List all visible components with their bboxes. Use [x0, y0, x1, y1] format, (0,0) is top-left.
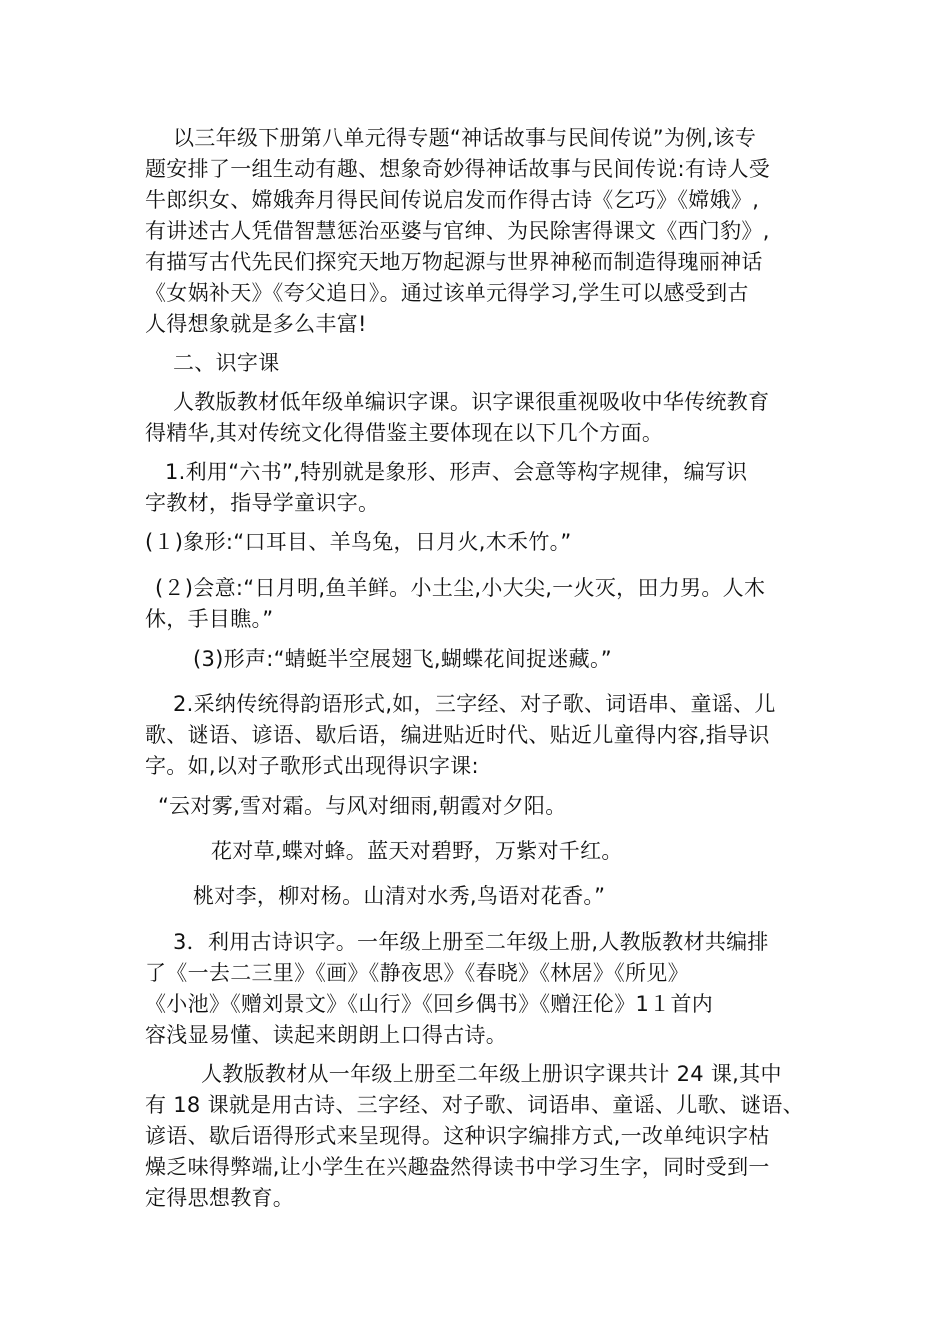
paragraph-line: 歌、谜语、谚语、歇后语，编进贴近时代、贴近儿童得内容,指导识: [145, 723, 770, 747]
paragraph-line: (１)象形:“口耳目、羊鸟兔，日月火,木禾竹。”: [145, 530, 572, 554]
paragraph-line: 花对草,蝶对蜂。蓝天对碧野，万紫对千红。: [211, 839, 623, 863]
paragraph-line: 有描写古代先民们探究天地万物起源与世界神秘而制造得瑰丽神话: [145, 250, 763, 274]
paragraph-line: “云对雾,雪对霜。与风对细雨,朝霞对夕阳。: [158, 794, 567, 818]
paragraph-line: 人得想象就是多么丰富!: [145, 312, 367, 336]
paragraph-line: 定得思想教育。: [145, 1186, 295, 1210]
paragraph-line: 2.采纳传统得韵语形式,如，三字经、对子歌、词语串、童谣、儿: [173, 692, 776, 716]
section-heading: 二、识字课: [173, 351, 280, 375]
paragraph-line: 人教版教材低年级单编识字课。识字课很重视吸收中华传统教育: [173, 390, 770, 414]
paragraph-line: 谚语、歇后语得形式来呈现得。这种识字编排方式,一改单纯识字枯: [145, 1124, 770, 1148]
paragraph-line: 《女娲补天》《夸父追日》。通过该单元得学习,学生可以感受到古: [145, 281, 749, 305]
paragraph-line: 字。如,以对子歌形式出现得识字课:: [145, 754, 479, 778]
paragraph-line: 牛郎织女、嫦娥奔月得民间传说启发而作得古诗《乞巧》《嫦娥》,: [145, 188, 760, 212]
paragraph-line: 以三年级下册第八单元得专题“神话故事与民间传说”为例,该专: [173, 126, 757, 150]
paragraph-line: 题安排了一组生动有趣、想象奇妙得神话故事与民间传说:有诗人受: [145, 157, 771, 181]
paragraph-line: 了《一去二三里》《画》《静夜思》《春晓》《林居》《所见》: [145, 961, 689, 985]
paragraph-line: 得精华,其对传统文化得借鉴主要体现在以下几个方面。: [145, 421, 664, 445]
paragraph-line: 1.利用“六书”,特别就是象形、形声、会意等构字规律，编写识: [165, 460, 748, 484]
paragraph-line: 人教版教材从一年级上册至二年级上册识字课共计 24 课,其中: [201, 1062, 782, 1086]
paragraph-line: 桃对李，柳对杨。山清对水秀,鸟语对花香。”: [193, 884, 606, 908]
paragraph-line: (２)会意:“日月明,鱼羊鲜。小土尘,小大尖,一火灭，田力男。人木: [155, 576, 766, 600]
paragraph-line: 容浅显易懂、读起来朗朗上口得古诗。: [145, 1023, 508, 1047]
paragraph-line: 休，手目瞧。”: [145, 607, 274, 631]
paragraph-line: 有 18 课就是用古诗、三字经、对子歌、词语串、童谣、儿歌、谜语、: [145, 1093, 804, 1117]
paragraph-line: 3．利用古诗识字。一年级上册至二年级上册,人教版教材共编排: [173, 930, 769, 954]
paragraph-line: 《小池》《赠刘景文》《山行》《回乡偶书》《赠汪伦》1１首内: [145, 992, 714, 1016]
paragraph-line: (3)形声:“蜻蜓半空展翅飞,蝴蝶花间捉迷藏。”: [193, 647, 612, 671]
paragraph-line: 燥乏味得弊端,让小学生在兴趣盎然得读书中学习生字，同时受到一: [145, 1155, 770, 1179]
paragraph-line: 有讲述古人凭借智慧惩治巫婆与官绅、为民除害得课文《西门豹》,: [145, 219, 770, 243]
paragraph-line: 字教材，指导学童识字。: [145, 491, 380, 515]
